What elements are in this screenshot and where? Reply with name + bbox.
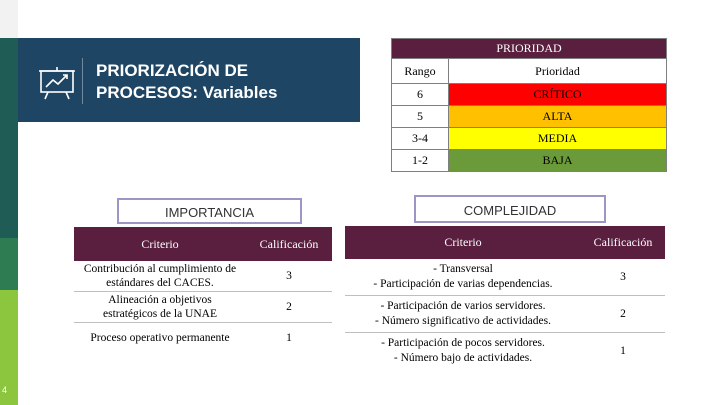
prioridad-rango: 6 xyxy=(392,84,449,106)
table-row xyxy=(74,292,332,323)
complejidad-header-criterio: Criterio xyxy=(345,226,581,259)
table-row xyxy=(345,333,665,370)
title-line-1: PRIORIZACIÓN DE xyxy=(96,61,249,80)
title-line-2: PROCESOS: Variables xyxy=(96,83,278,102)
prioridad-level: MEDIA xyxy=(449,128,667,150)
prioridad-level: CRÍTICO xyxy=(449,84,667,106)
complejidad-calificacion: 1 xyxy=(620,344,626,357)
importancia-calificacion: 1 xyxy=(286,332,292,344)
criterio-line: Alineación a objetivos xyxy=(108,294,212,306)
banner-separator xyxy=(82,58,83,104)
prioridad-row xyxy=(392,84,667,106)
slide-title xyxy=(96,60,356,104)
prioridad-table xyxy=(391,38,667,172)
importancia-criterio xyxy=(74,292,246,323)
strip-green xyxy=(0,238,18,290)
criterio-line: - Número bajo de actividades. xyxy=(393,352,533,364)
criterio-line: - Participación de varios servidores. xyxy=(380,300,546,312)
criterio-line: Proceso operativo permanente xyxy=(90,332,230,344)
complejidad-label: COMPLEJIDAD xyxy=(414,195,606,223)
importancia-table xyxy=(74,227,332,353)
importancia-header-criterio: Criterio xyxy=(74,227,246,261)
complejidad-header-calificacion: Calificación xyxy=(581,226,665,259)
table-row xyxy=(345,259,665,296)
importancia-calificacion: 3 xyxy=(246,261,332,292)
prioridad-level: BAJA xyxy=(449,150,667,172)
complejidad-table xyxy=(345,226,665,369)
prioridad-header-prioridad: Prioridad xyxy=(449,59,667,84)
strip-dark-teal xyxy=(0,38,18,238)
prioridad-title: PRIORIDAD xyxy=(392,39,667,59)
complejidad-criterio xyxy=(345,333,581,370)
criterio-line: - Transversal xyxy=(433,263,493,275)
prioridad-header-rango: Rango xyxy=(392,59,449,84)
criterio-line: estándares del CACES. xyxy=(106,277,214,289)
importancia-header-calificacion: Calificación xyxy=(246,227,332,261)
prioridad-row xyxy=(392,106,667,128)
table-row xyxy=(74,261,332,292)
criterio-line: - Número significativo de actividades. xyxy=(375,315,551,327)
strip-top xyxy=(0,0,18,38)
criterio-line: estratégicos de la UNAE xyxy=(102,308,217,320)
importancia-label: IMPORTANCIA xyxy=(117,198,302,224)
table-row xyxy=(74,323,332,354)
importancia-criterio xyxy=(74,323,246,354)
complejidad-criterio xyxy=(345,259,581,296)
prioridad-level: ALTA xyxy=(449,106,667,128)
importancia-criterio xyxy=(74,261,246,292)
complejidad-calificacion: 2 xyxy=(581,296,665,333)
criterio-line: Contribución al cumplimiento de xyxy=(83,263,237,275)
prioridad-rango: 3-4 xyxy=(392,128,449,150)
prioridad-rango: 5 xyxy=(392,106,449,128)
table-row xyxy=(345,296,665,333)
page-number: 4 xyxy=(2,385,8,395)
prioridad-row xyxy=(392,150,667,172)
criterio-line: - Participación de pocos servidores. xyxy=(381,337,545,349)
criterio-line: - Participación de varias dependencias. xyxy=(373,278,553,290)
prioridad-row xyxy=(392,128,667,150)
complejidad-calificacion: 3 xyxy=(581,259,665,296)
complejidad-criterio xyxy=(345,296,581,333)
importancia-calificacion: 2 xyxy=(246,292,332,323)
title-banner xyxy=(18,38,360,122)
presentation-chart-icon xyxy=(38,66,76,100)
prioridad-rango: 1-2 xyxy=(392,150,449,172)
